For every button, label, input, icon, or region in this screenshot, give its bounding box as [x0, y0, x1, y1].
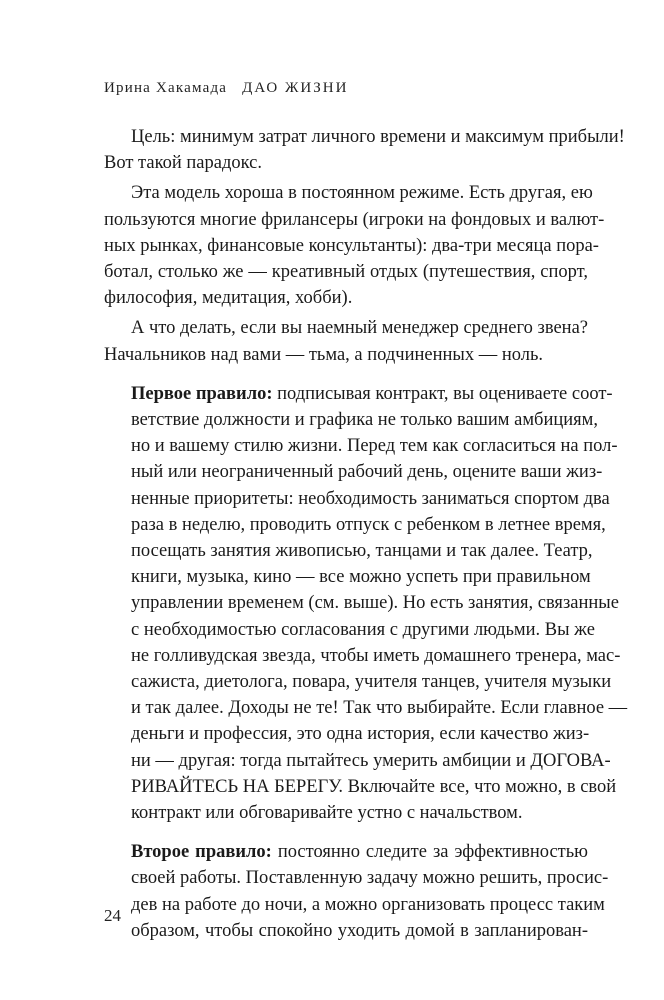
- running-head: [104, 80, 348, 97]
- text-line: ных рынках, финансовые консультанты): два-три месяца пора-: [104, 235, 599, 256]
- paragraph-2: [104, 180, 605, 311]
- text-line: Цель: минимум затрат личного времени и максимум прибыли!: [131, 127, 625, 147]
- rule-text: подписывая контракт, вы оцениваете соот-: [272, 383, 613, 404]
- text-line: А что делать, если вы наемный менеджер среднего звена?: [131, 318, 588, 339]
- text-line: книги, музыка, кино — все можно успеть при правильном: [131, 567, 591, 588]
- text-line: Эта модель хороша в постоянном режиме. Есть другая, ею: [131, 183, 593, 204]
- text-line: пользуются многие фрилансеры (игроки на фондовых и валют-: [104, 209, 605, 230]
- text-line: с необходимостью согласования с другими людьми. Вы же: [131, 619, 595, 640]
- text-line: дев на работе до ночи, а можно организовать процесс таким: [131, 894, 605, 915]
- text-line: образом, чтобы спокойно уходить домой в запланирован-: [131, 920, 588, 941]
- rule-label: Второе правило:: [131, 842, 272, 863]
- text-line: ный или неограниченный рабочий день, оцените ваши жиз-: [131, 462, 603, 483]
- text-line: сажиста, диетолога, повара, учителя танцев, учителя музыки: [131, 672, 612, 693]
- text-line: [131, 381, 613, 407]
- text-line: [131, 839, 588, 865]
- text-line: Вот такой парадокс.: [104, 153, 262, 174]
- paragraph-1: [104, 124, 625, 176]
- running-head-title: ДАО ЖИЗНИ: [242, 80, 349, 96]
- text-line: управлении временем (см. выше). Но есть занятия, связанные: [131, 593, 619, 614]
- text-line: философия, медитация, хобби).: [104, 288, 353, 309]
- rule-second: [131, 839, 609, 944]
- text-line: Начальников над вами — тьма, а подчиненных — ноль.: [104, 344, 544, 365]
- text-line: ни — другая: тогда пытайтесь умерить амбиции и ДОГОВА-: [131, 750, 611, 771]
- text-line: не голливудская звезда, чтобы иметь домашнего тренера, мас-: [131, 645, 621, 666]
- page-number: 24: [104, 906, 121, 925]
- text-line: посещать занятия живописью, танцами и так далее. Театр,: [131, 541, 593, 562]
- rule-label: Первое правило:: [131, 383, 273, 404]
- text-line: контракт или обговаривайте устно с начальством.: [131, 803, 523, 824]
- text-line: ветствие должности и графика не только вашим амбициям,: [131, 410, 599, 431]
- text-line: ненные приоритеты: необходимость заниматься спортом два: [131, 488, 610, 509]
- rule-text: постоянно следите за эффективностью: [271, 842, 589, 863]
- text-line: деньги и профессия, это одна история, если качество жиз-: [131, 724, 590, 745]
- text-line: РИВАЙТЕСЬ НА БЕРЕГУ. Включайте все, что можно, в свой: [131, 776, 617, 797]
- paragraph-3: [104, 315, 588, 367]
- running-head-author: Ирина Хакамада: [104, 80, 228, 96]
- page-body: [104, 124, 628, 944]
- text-line: своей работы. Поставленную задачу можно решить, просис-: [131, 868, 609, 889]
- text-line: ботал, столько же — креативный отдых (путешествия, спорт,: [104, 262, 588, 283]
- text-line: но и вашему стилю жизни. Перед тем как согласиться на пол-: [131, 436, 618, 457]
- text-line: раза в неделю, проводить отпуск с ребенком в летнее время,: [131, 514, 606, 535]
- text-line: и так далее. Доходы не те! Так что выбирайте. Если главное —: [131, 698, 628, 719]
- rule-first: [131, 381, 628, 826]
